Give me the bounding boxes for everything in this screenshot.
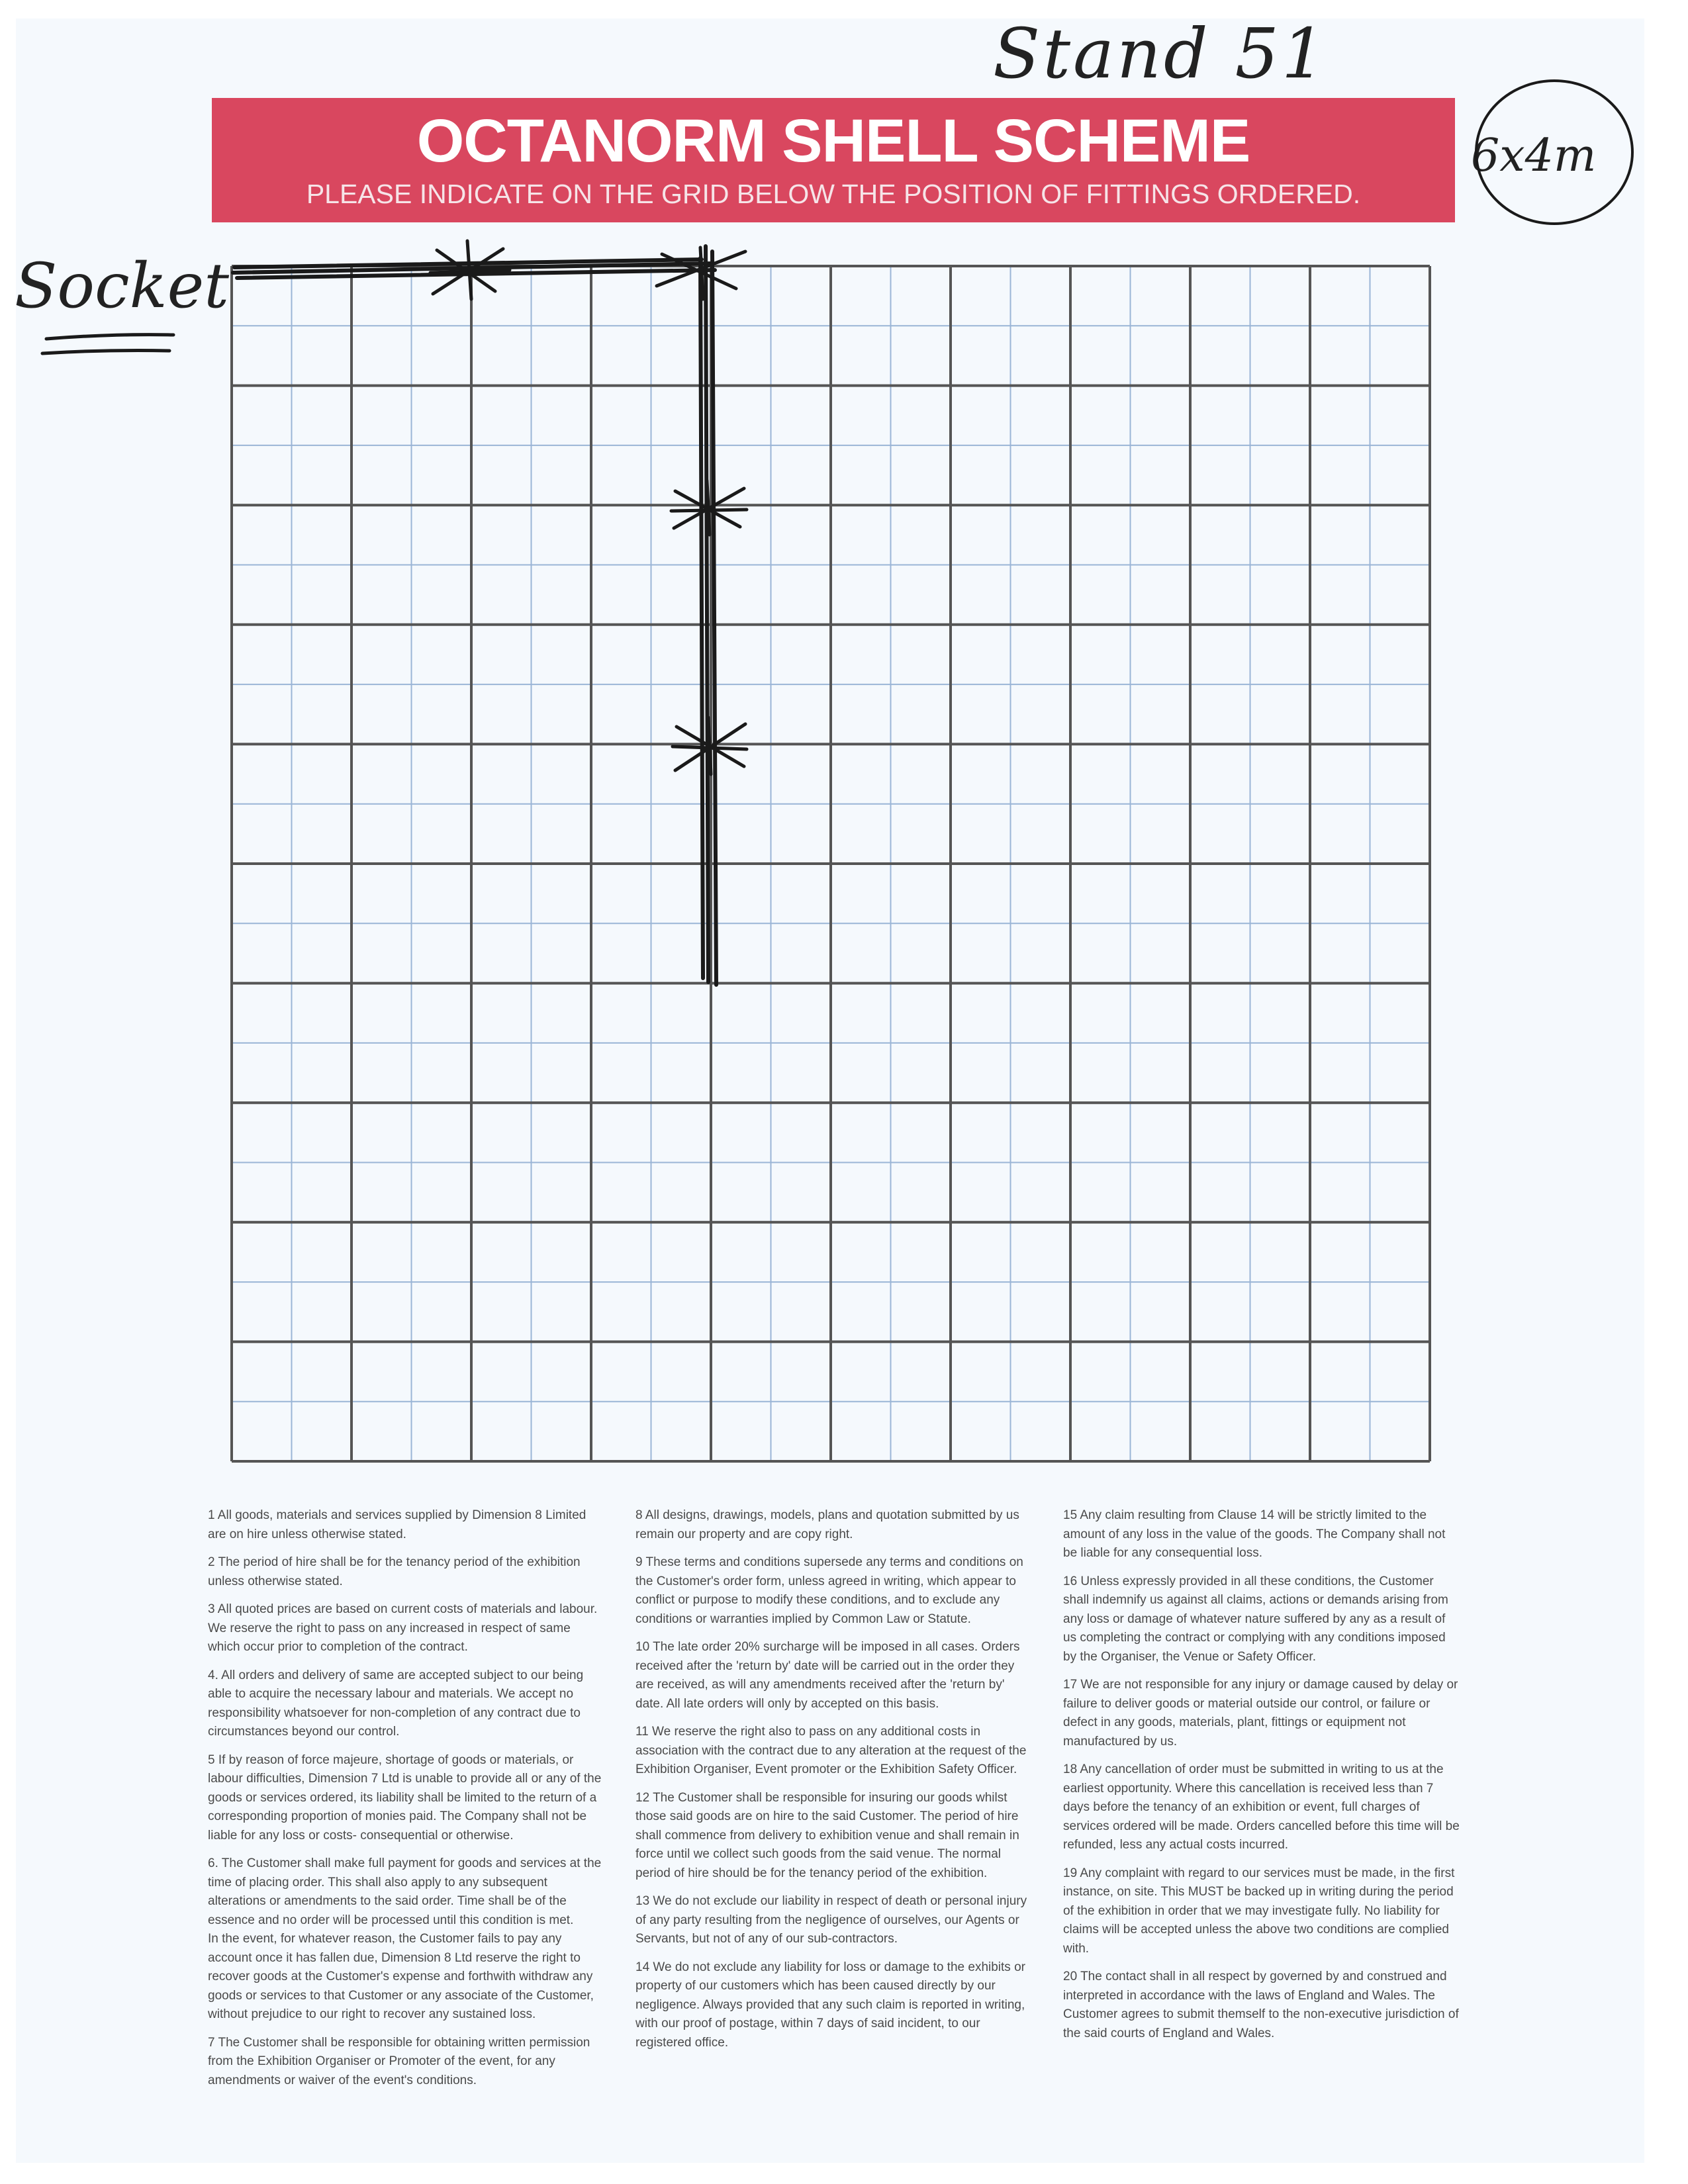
term-clause: 14 We do not exclude any liability for loss or damage to the exhibits or property of our customers which has been caused directly by our negligence. Always provided that any such claim is reported in writing, with our proof of postage, within 7 days of said incident, to our registered office. <box>635 1960 1025 2050</box>
terms-column-2 <box>635 1506 1033 2062</box>
term-clause: 6. The Customer shall make full payment for goods and services at the time of placing order. This shall also apply to any subsequent alterations or amendments to the said order. Time shall be of the essence and no order will be processed until this condition is met. In the event, for whatever reason, the Customer fails to pay any account once it has fallen due, Dimension 8 Ltd reserve the right to recover goods at the Customer's expense and forthwith withdraw any goods or services to that Customer or any associate of the Customer, without prejudice to our right to recover any sustained loss. <box>208 1856 602 2021</box>
socket-marker <box>657 248 745 299</box>
term-clause: 8 All designs, drawings, models, plans and quotation submitted by us remain our property and are copy right. <box>635 1508 1019 1541</box>
handwritten-stand-size: 6x4m <box>1471 130 1597 182</box>
socket-marker <box>673 717 747 774</box>
handwritten-stand-number: Stand 51 <box>993 13 1328 94</box>
term-clause: 12 The Customer shall be responsible for insuring our goods whilst those said goods are on hire to the said Customer. The period of hire shall commence from delivery to exhibition venue and shall remain in force until we collect such goods from the said venue. The normal period of hire should be for the tenancy period of the exhibition. <box>635 1790 1019 1880</box>
term-clause: 2 The period of hire shall be for the tenancy period of the exhibition unless otherwise stated. <box>208 1555 581 1588</box>
term-clause: 1 All goods, materials and services supplied by Dimension 8 Limited are on hire unless otherwise stated. <box>208 1508 586 1541</box>
handwritten-socket-note: Socket <box>15 250 229 322</box>
terms-and-conditions <box>208 1506 1466 2168</box>
term-clause: 20 The contact shall in all respect by governed by and construed and interpreted in accordance with the laws of England and Wales. The Customer agrees to submit themself to the non-executive jurisdiction of the said courts of England and Wales. <box>1063 1970 1459 2040</box>
socket-underline <box>42 335 173 353</box>
term-clause: 18 Any cancellation of order must be submitted in writing to us at the earliest opportunity. Where this cancellation is received less than 7 days before the tenancy of an exhibition or event, full charges of services ordered will be made. Orders cancelled before this time will be refunded, less any actual costs incurred. <box>1063 1762 1460 1852</box>
term-clause: 11 We reserve the right also to pass on any additional costs in association with the contract due to any alteration at the request of the Exhibition Organiser, Event promoter or the Exhibition Safety Officer. <box>635 1725 1027 1776</box>
term-clause: 17 We are not responsible for any injury or damage caused by delay or failure to deliver goods or material outside our control, or failure or defect in any goods, materials, plant, fittings or equipment not manufactured by us. <box>1063 1678 1458 1749</box>
term-clause: 16 Unless expressly provided in all these conditions, the Customer shall indemnify us against all claims, actions or demands arising from any loss or damage of whatever nature suffered by any as a result of us completing the contract or complying with any conditions imposed by the Organiser, the Venue or Safety Officer. <box>1063 1574 1448 1664</box>
term-clause: 4. All orders and delivery of same are accepted subject to our being able to acquire the necessary labour and materials. We accept no responsibility whatsoever for non-completion of any contract due to circumstances beyond our control. <box>208 1668 584 1739</box>
term-clause: 13 We do not exclude our liability in respect of death or personal injury of any party resulting from the negligence of ourselves, our Agents or Servants, but not of any of our sub-contractors. <box>635 1894 1027 1946</box>
banner-subtitle: PLEASE INDICATE ON THE GRID BELOW THE POSITION OF FITTINGS ORDERED. <box>306 179 1361 209</box>
wall-lines <box>233 246 716 985</box>
socket-marker <box>671 480 747 535</box>
banner-title: OCTANORM SHELL SCHEME <box>416 107 1250 175</box>
terms-column-1 <box>208 1506 605 2099</box>
size-circle <box>1476 81 1632 224</box>
term-clause: 10 The late order 20% surcharge will be imposed in all cases. Orders received after the 'return by' date will be carried out in the order they are received, as will any amendments received after the 'return by' date. All late orders will only by accepted on this basis. <box>635 1640 1020 1711</box>
term-clause: 9 These terms and conditions supersede any terms and conditions on the Customer's order form, unless agreed in writing, which appear to conflict or purpose to modify these conditions, and to exclude any conditions or warranties implied by Common Law or Statute. <box>635 1555 1023 1626</box>
term-clause: 15 Any claim resulting from Clause 14 will be strictly limited to the amount of any loss in the value of the goods. The Company shall not be liable for any consequential loss. <box>1063 1508 1446 1560</box>
term-clause: 5 If by reason of force majeure, shortage of goods or materials, or labour difficulties, Dimension 7 Ltd is unable to provide all or any of the goods or services ordered, its liability shall be limited to the return of a corresponding proportion of monies paid. The Company shall not be liable for any loss or costs- consequential or otherwise. <box>208 1752 602 1843</box>
term-clause: 3 All quoted prices are based on current costs of materials and labour. We reserve the right to pass on any increased in respect of same which occur prior to completion of the contract. <box>208 1602 598 1654</box>
term-clause: 7 The Customer shall be responsible for obtaining written permission from the Exhibition Organiser or Promoter of the event, for any amendments or waiver of the event's conditions. <box>208 2035 590 2087</box>
term-clause: 19 Any complaint with regard to our services must be made, in the first instance, on site. This MUST be backed up in writing during the period of the exhibition in order that we may investigate fully. No liability for claims will be accepted unless the above two conditions are complied with. <box>1063 1866 1455 1956</box>
terms-column-3 <box>1063 1506 1460 2052</box>
